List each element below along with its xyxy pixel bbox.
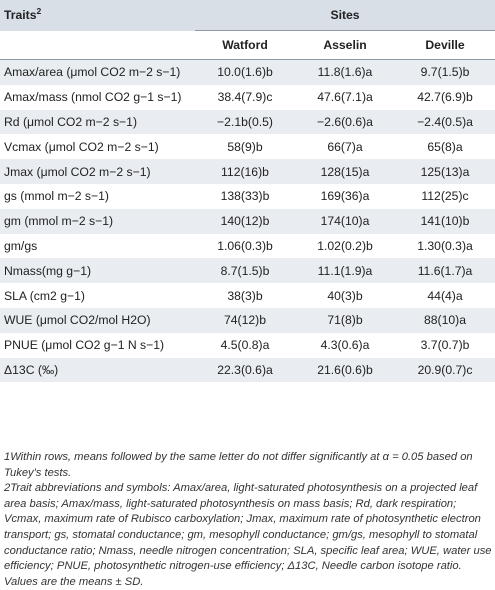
table-row	[0, 283, 495, 308]
value-asselin: 47.6(7.1)a	[295, 85, 395, 110]
value-asselin: 128(15)a	[295, 159, 395, 184]
value-deville: 88(10)a	[395, 308, 495, 333]
value-watford: 58(9)b	[195, 134, 295, 159]
trait-label: Nmass(mg g−1)	[0, 258, 195, 283]
value-watford: 4.5(0.8)a	[195, 333, 295, 358]
value-deville: 20.9(0.7)c	[395, 358, 495, 383]
value-deville: 141(10)b	[395, 209, 495, 234]
value-deville: 125(13)a	[395, 159, 495, 184]
value-deville: 112(25)c	[395, 184, 495, 209]
value-deville: 11.6(1.7)a	[395, 258, 495, 283]
table-header	[0, 0, 495, 60]
table-row	[0, 85, 495, 110]
table-footnote	[4, 450, 492, 590]
value-asselin: 11.8(1.6)a	[295, 60, 395, 85]
value-watford: 112(16)b	[195, 159, 295, 184]
value-deville: 42.7(6.9)b	[395, 85, 495, 110]
sites-column-header: Sites	[195, 0, 495, 31]
header-row-2	[0, 31, 495, 60]
value-asselin: 66(7)a	[295, 134, 395, 159]
value-asselin: 174(10)a	[295, 209, 395, 234]
trait-label: Amax/mass (nmol CO2 g−1 s−1)	[0, 85, 195, 110]
value-deville: 65(8)a	[395, 134, 495, 159]
value-deville: 3.7(0.7)b	[395, 333, 495, 358]
traits-header-label: Traits	[4, 8, 37, 23]
value-watford: 38(3)b	[195, 283, 295, 308]
trait-label: WUE (μmol CO2/mol H2O)	[0, 308, 195, 333]
trait-label: Vcmax (μmol CO2 m−2 s−1)	[0, 134, 195, 159]
value-watford: −2.1b(0.5)	[195, 110, 295, 135]
value-asselin: 11.1(1.9)a	[295, 258, 395, 283]
traits-header-sup: 2	[36, 6, 42, 16]
table-row	[0, 134, 495, 159]
trait-label: gm (mmol m−2 s−1)	[0, 209, 195, 234]
value-watford: 1.06(0.3)b	[195, 234, 295, 259]
value-asselin: 21.6(0.6)b	[295, 358, 395, 383]
traits-column-header	[0, 0, 195, 31]
trait-label: gm/gs	[0, 234, 195, 259]
value-watford: 38.4(7.9)c	[195, 85, 295, 110]
table-row	[0, 159, 495, 184]
table-row	[0, 358, 495, 383]
value-deville: 9.7(1.5)b	[395, 60, 495, 85]
value-watford: 138(33)b	[195, 184, 295, 209]
table-row	[0, 184, 495, 209]
table-row	[0, 209, 495, 234]
table-row	[0, 234, 495, 259]
value-deville: −2.4(0.5)a	[395, 110, 495, 135]
trait-label: Δ13C (‰)	[0, 358, 195, 383]
table-row	[0, 60, 495, 85]
trait-label: Amax/area (μmol CO2 m−2 s−1)	[0, 60, 195, 85]
table-row	[0, 308, 495, 333]
footnote-significance: 1Within rows, means followed by the same letter do not differ significantly at α = 0.05 based on Tukey's tests.	[4, 451, 473, 479]
site-header-asselin: Asselin	[295, 31, 395, 60]
traits-header-blank	[0, 31, 195, 60]
table-row	[0, 333, 495, 358]
value-asselin: 40(3)b	[295, 283, 395, 308]
table-body	[0, 60, 495, 383]
site-header-watford: Watford	[195, 31, 295, 60]
trait-label: Jmax (μmol CO2 m−2 s−1)	[0, 159, 195, 184]
site-header-deville: Deville	[395, 31, 495, 60]
value-deville: 1.30(0.3)a	[395, 234, 495, 259]
value-watford: 22.3(0.6)a	[195, 358, 295, 383]
value-asselin: 4.3(0.6)a	[295, 333, 395, 358]
footnote-abbreviations: 2Trait abbreviations and symbols: Amax/area, light-saturated photosynthesis on a projected leaf area basis; Amax/mass, light-saturated photosynthesis on mass basis; Rd, dark respiration; Vcmax, maximum rate of Rubisco carboxylation; Jmax, maximum rate of photosynthetic electron transport; gs, stomatal conductance; gm, mesophyll conductance; gm/gs, mesophyll to stomatal conductance ratio; Nmass, needle nitrogen concentration; SLA, specific leaf area; WUE, water use efficiency; PNUE, photosynthetic nitrogen-use efficiency; Δ13C, Needle carbon isotope ratio. Values are the means ± SD.	[4, 482, 492, 588]
value-watford: 10.0(1.6)b	[195, 60, 295, 85]
value-watford: 140(12)b	[195, 209, 295, 234]
trait-label: SLA (cm2 g−1)	[0, 283, 195, 308]
value-watford: 74(12)b	[195, 308, 295, 333]
value-asselin: 1.02(0.2)b	[295, 234, 395, 259]
header-row-1	[0, 0, 495, 31]
value-asselin: 71(8)b	[295, 308, 395, 333]
value-asselin: −2.6(0.6)a	[295, 110, 395, 135]
trait-label: Rd (μmol CO2 m−2 s−1)	[0, 110, 195, 135]
value-watford: 8.7(1.5)b	[195, 258, 295, 283]
trait-label: PNUE (μmol CO2 g−1 N s−1)	[0, 333, 195, 358]
value-deville: 44(4)a	[395, 283, 495, 308]
table-row	[0, 258, 495, 283]
table-row	[0, 110, 495, 135]
value-asselin: 169(36)a	[295, 184, 395, 209]
trait-label: gs (mmol m−2 s−1)	[0, 184, 195, 209]
